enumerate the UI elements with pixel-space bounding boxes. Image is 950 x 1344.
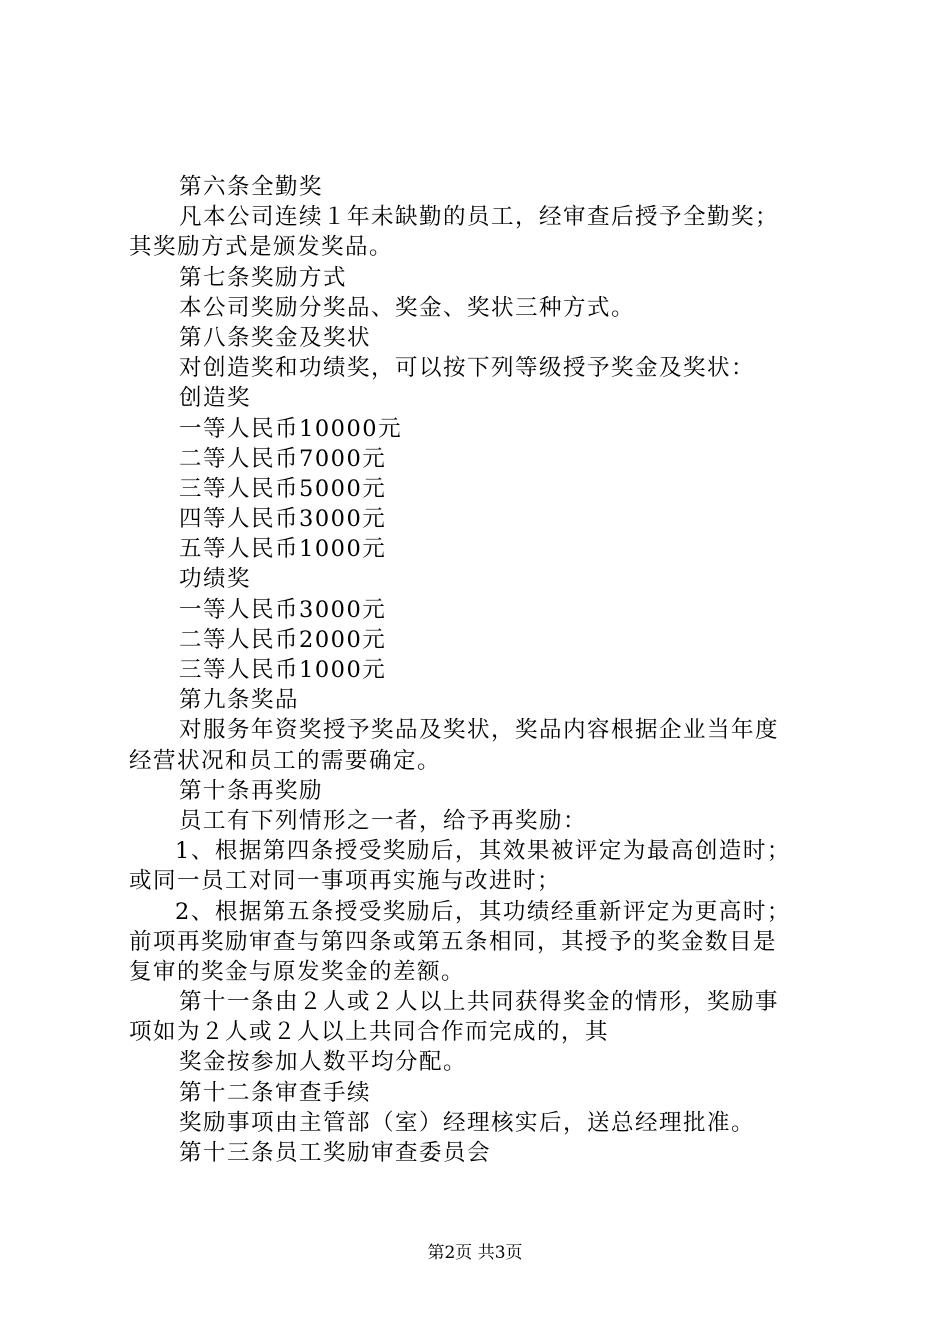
article-7-heading: 第七条奖励方式 <box>179 264 348 291</box>
paragraph-line: 对服务年资奖授予奖品及奖状，奖品内容根据企业当年度 <box>179 717 780 744</box>
award-level-line: 五等人民币1000元 <box>179 536 387 563</box>
award-level-line: 三等人民币1000元 <box>179 657 387 683</box>
paragraph-line: 对创造奖和功绩奖，可以按下列等级授予奖金及奖状： <box>179 355 756 382</box>
paragraph-line: 凡本公司连续１年未缺勤的员工，经审查后授予全勤奖； <box>179 204 780 231</box>
award-level-line: 二等人民币2000元 <box>179 626 387 653</box>
paragraph-line: 本公司奖励分奖品、奖金、奖状三种方式。 <box>179 294 636 321</box>
paragraph-line: 员工有下列情形之一者，给予再奖励： <box>179 807 588 834</box>
paragraph-line: 经营状况和员工的需要确定。 <box>129 747 442 774</box>
list-item: 1、根据第四条授受奖励后，其效果被评定为最高创造时； <box>175 838 791 865</box>
paragraph-line: 奖励事项由主管部（室）经理核实后，送总经理批准。 <box>179 1109 756 1136</box>
article-12-heading: 第十二条审查手续 <box>179 1079 372 1106</box>
award-level-line: 三等人民币5000元 <box>179 475 387 502</box>
list-item: 2、根据第五条授受奖励后，其功绩经重新评定为更高时； <box>175 898 791 925</box>
article-13-heading: 第十三条员工奖励审查委员会 <box>179 1140 492 1166</box>
paragraph-line: 前项再奖励审查与第四条或第五条相同，其授予的奖金数目是 <box>129 928 778 955</box>
article-6-heading: 第六条全勤奖 <box>179 174 324 200</box>
paragraph-line: 其奖励方式是颁发奖品。 <box>129 234 394 261</box>
award-level-line: 一等人民币3000元 <box>179 596 387 623</box>
article-10-heading: 第十条再奖励 <box>179 777 324 804</box>
award-category-creation: 创造奖 <box>179 385 252 412</box>
article-11-paragraph: 第十一条由２人或２人以上共同获得奖金的情形，奖励事 <box>179 989 780 1016</box>
award-level-line: 二等人民币7000元 <box>179 445 387 472</box>
paragraph-line: 项如为２人或２人以上共同合作而完成的，其 <box>129 1019 610 1046</box>
article-9-heading: 第九条奖品 <box>179 687 300 714</box>
document-body <box>129 172 831 1168</box>
paragraph-line: 奖金按参加人数平均分配。 <box>179 1049 468 1076</box>
award-level-line: 四等人民币3000元 <box>179 506 387 533</box>
article-8-heading: 第八条奖金及奖状 <box>179 324 372 351</box>
award-category-merit: 功绩奖 <box>179 566 252 593</box>
page-number-footer: 第2页 共3页 <box>427 1243 523 1263</box>
award-level-line: 一等人民币10000元 <box>179 415 403 442</box>
paragraph-line: 复审的奖金与原发奖金的差额。 <box>129 958 466 985</box>
paragraph-line: 或同一员工对同一事项再实施与改进时； <box>129 868 562 895</box>
